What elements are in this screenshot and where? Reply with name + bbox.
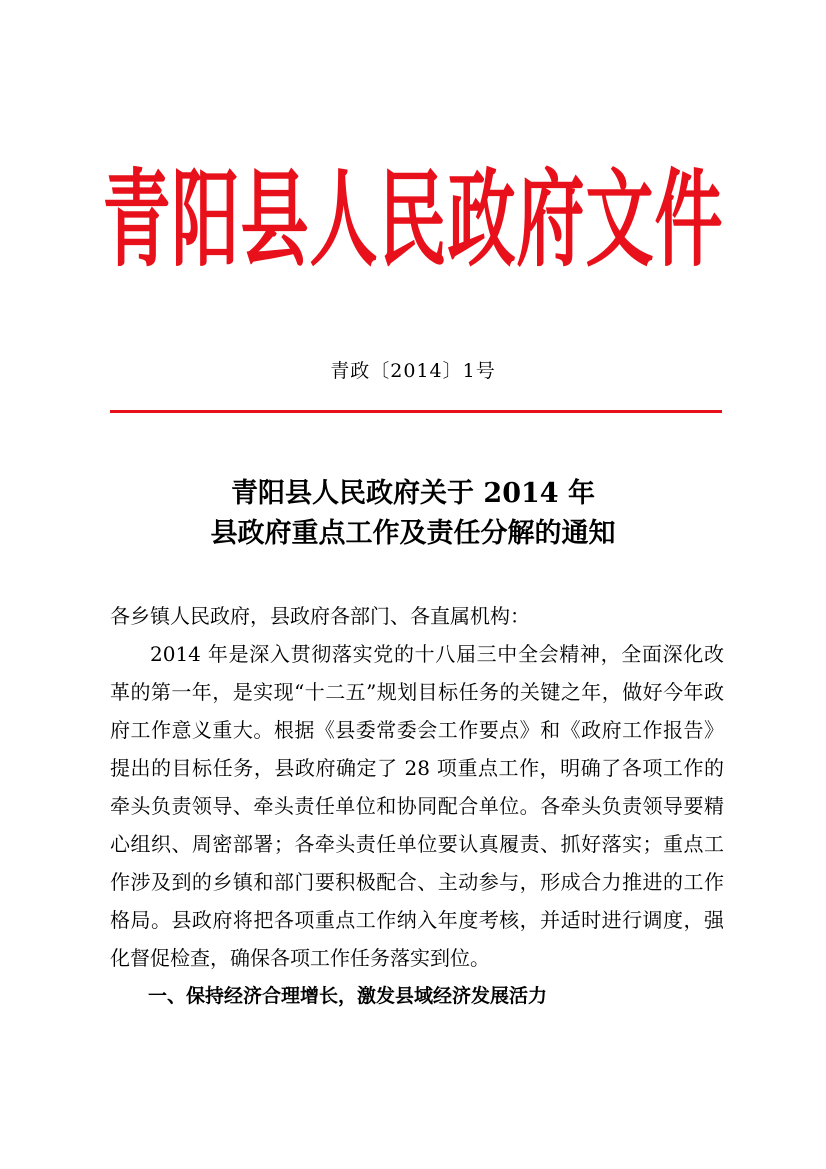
salutation: 各乡镇人民政府，县政府各部门、各直属机构： <box>110 604 530 628</box>
notice-title-line-1: 青阳县人民政府关于 2014 年 <box>231 478 595 509</box>
section-heading: 一、保持经济合理增长，激发县域经济发展活力 <box>148 985 548 1007</box>
body-paragraph: 2014 年是深入贯彻落实党的十八届三中全会精神，全面深化改革的第一年，是实现“十二五”规划目标任务的关键之年，做好今年政府工作意义重大。根据《县委常委会工作要点》和《政府工作报告》提出的目标任务，县政府确定了 28 项重点工作，明确了各项工作的牵头负责领导、牵头责任单位和协同配合单位。各牵头负责领导要精心组织、周密部署；各牵头责任单位要认真履责、抓好落实；重点工作涉及到的乡镇和部门要积极配合、主动参与，形成合力推进的工作格局。县政府将把各项重点工作纳入年度考核，并适时进行调度，强化督促检查，确保各项工作任务落实到位。 <box>110 642 724 970</box>
notice-body <box>110 597 724 1015</box>
notice-title-line-2: 县政府重点工作及责任分解的通知 <box>210 518 616 549</box>
notice-title <box>0 474 826 554</box>
document-number: 青政〔2014〕1号 <box>330 360 496 382</box>
document-masthead: 青阳县人民政府文件 <box>102 160 724 283</box>
red-divider-line <box>110 410 722 413</box>
